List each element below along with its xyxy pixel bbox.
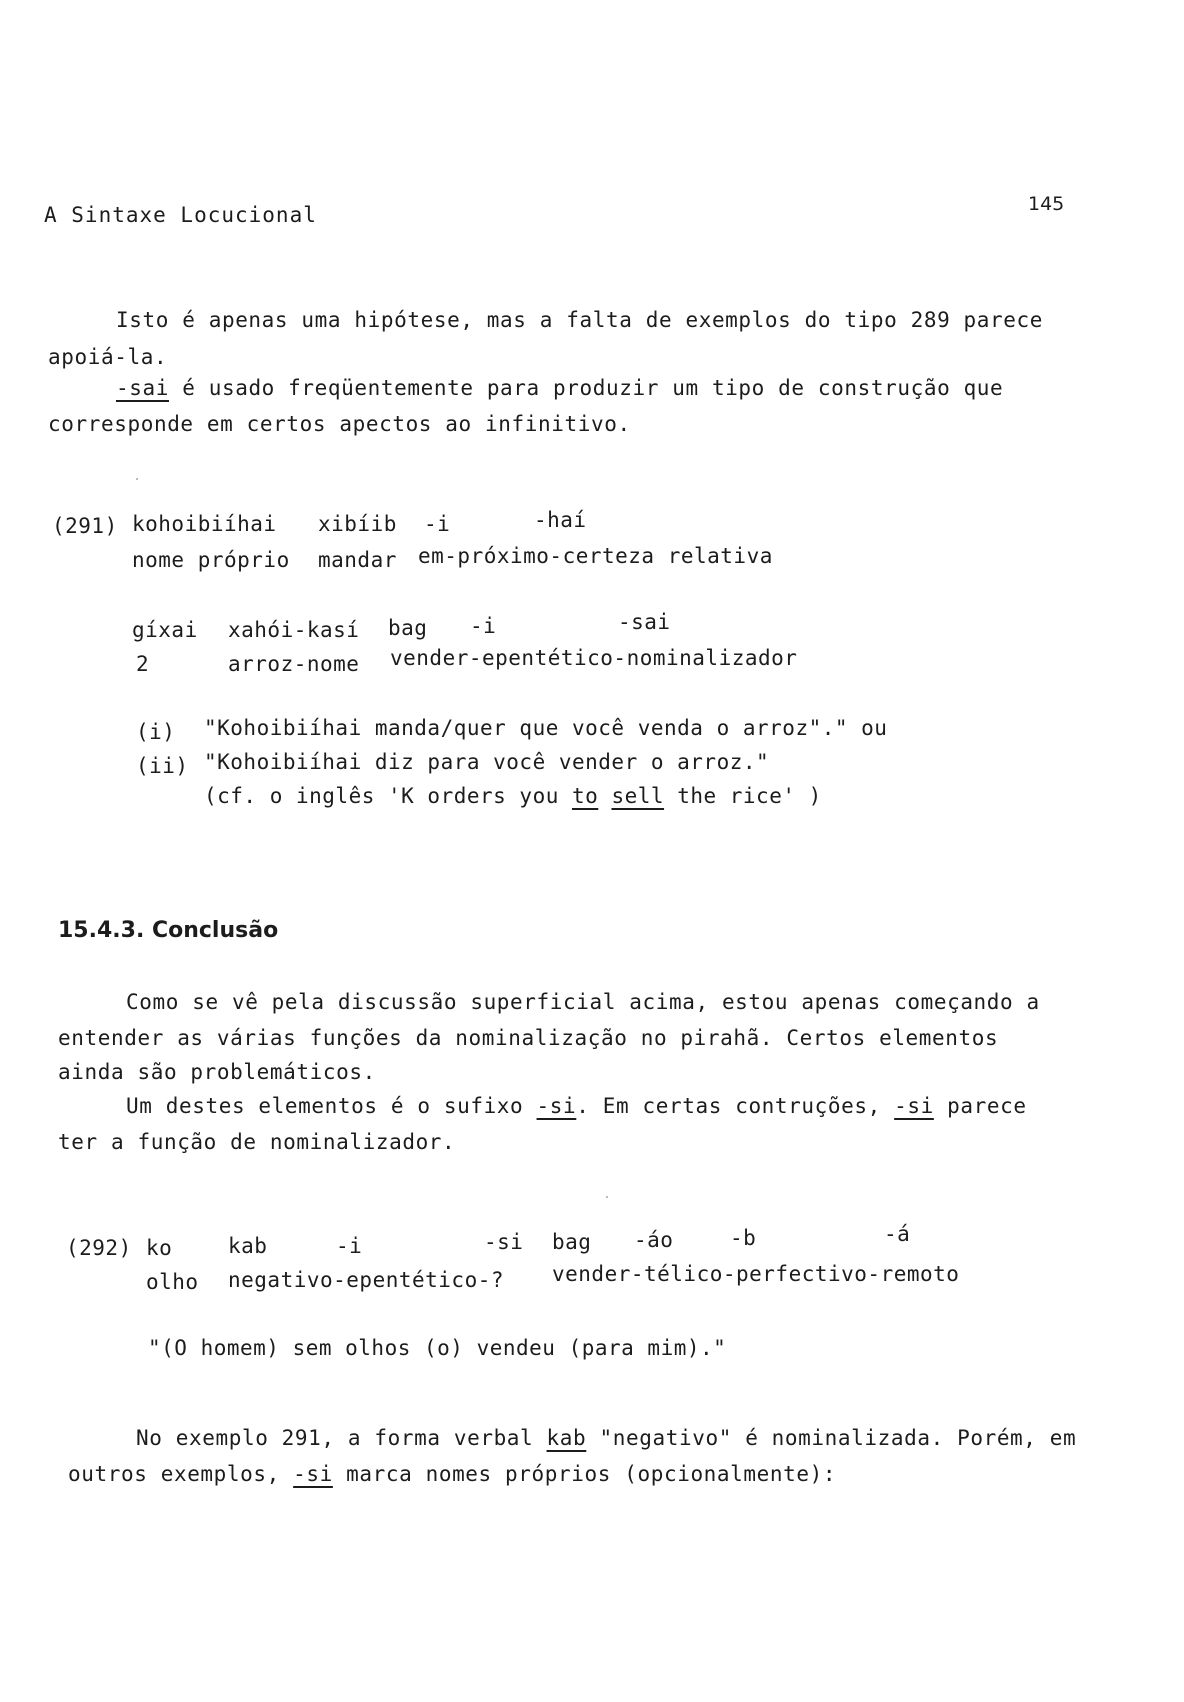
suffix-si: -si [536,1094,577,1118]
gloss-translation: vender-epentético-nominalizador [390,646,798,670]
conclusion-line-5: ter a função de nominalizador. [58,1130,456,1154]
final-line-1: No exemplo 291, a forma verbal kab "negativo" é nominalizada. Porém, em [136,1426,1077,1450]
gloss-translation: mandar [318,548,397,572]
gloss-word: -i [470,614,497,638]
gloss-word: -i [424,512,451,536]
gloss-word: -áo [634,1228,674,1252]
intro-line-1: Isto é apenas uma hipótese, mas a falta de exemplos do tipo 289 parece [116,308,1044,332]
gloss-translation: negativo-epentético-? [228,1268,505,1292]
suffix-sai: -sai [116,376,169,400]
gloss-word: ko [146,1236,173,1260]
gloss-word: xahói-kasí [228,618,360,642]
suffix-si: -si [894,1094,934,1118]
gloss-word: gíxai [132,618,198,642]
gloss-word: -haí [534,508,587,532]
gloss-word: -b [730,1226,757,1250]
gloss-word: xibíib [318,512,397,536]
gloss-word: -á [884,1222,911,1246]
intro-line-3-text: é usado freqüentemente para produzir um tipo de construção que [168,376,1004,400]
gloss-translation: em-próximo-certeza relativa [418,544,773,568]
section-heading: 15.4.3. Conclusão [58,918,279,943]
gloss-translation: nome próprio [132,548,290,572]
gloss-word: kohoibiíhai [132,512,277,536]
page-number: 145 [1028,193,1065,215]
word-kab: kab [546,1426,587,1450]
example-number: (291) [52,514,118,538]
gloss-word: -i [336,1234,363,1258]
conclusion-line-2: entender as várias funções da nominalização no pirahã. Certos elementos [58,1026,999,1050]
english-comparison: (cf. o inglês 'K orders you to sell the rice' ) [204,784,822,808]
intro-line-3 [116,376,1003,400]
intro-line-4: corresponde em certos apectos ao infinitivo. [48,412,631,436]
gloss-word: kab [228,1234,268,1258]
gloss-word: -sai [618,610,671,634]
conclusion-line-1: Como se vê pela discussão superficial acima, estou apenas começando a [126,990,1040,1014]
gloss-word: -si [484,1230,524,1254]
example-number: (292) [66,1236,132,1260]
gloss-translation: vender-télico-perfectivo-remoto [552,1262,960,1286]
free-translation: "Kohoibiíhai diz para você vender o arroz." [204,750,770,774]
final-line-2: outros exemplos, -si marca nomes próprios (opcionalmente): [68,1462,837,1486]
conclusion-line-4: Um destes elementos é o sufixo -si. Em certas contruções, -si parece [126,1094,1027,1118]
gloss-word: bag [388,616,428,640]
translation-number: (i) [136,720,176,744]
free-translation: "Kohoibiíhai manda/quer que você venda o arroz"." ou [204,716,888,740]
gloss-translation: 2 [136,652,150,676]
gloss-word: bag [552,1230,592,1254]
translation-number: (ii) [136,754,189,778]
gloss-translation: olho [146,1270,199,1294]
running-header-title: A Sintaxe Locucional [44,203,317,227]
gloss-translation: arroz-nome [228,652,360,676]
intro-line-2: apoiá-la. [48,345,168,369]
conclusion-line-3: ainda são problemáticos. [58,1060,376,1084]
suffix-si: -si [293,1462,333,1486]
free-translation: "(O homem) sem olhos (o) vendeu (para mim)." [148,1336,727,1360]
